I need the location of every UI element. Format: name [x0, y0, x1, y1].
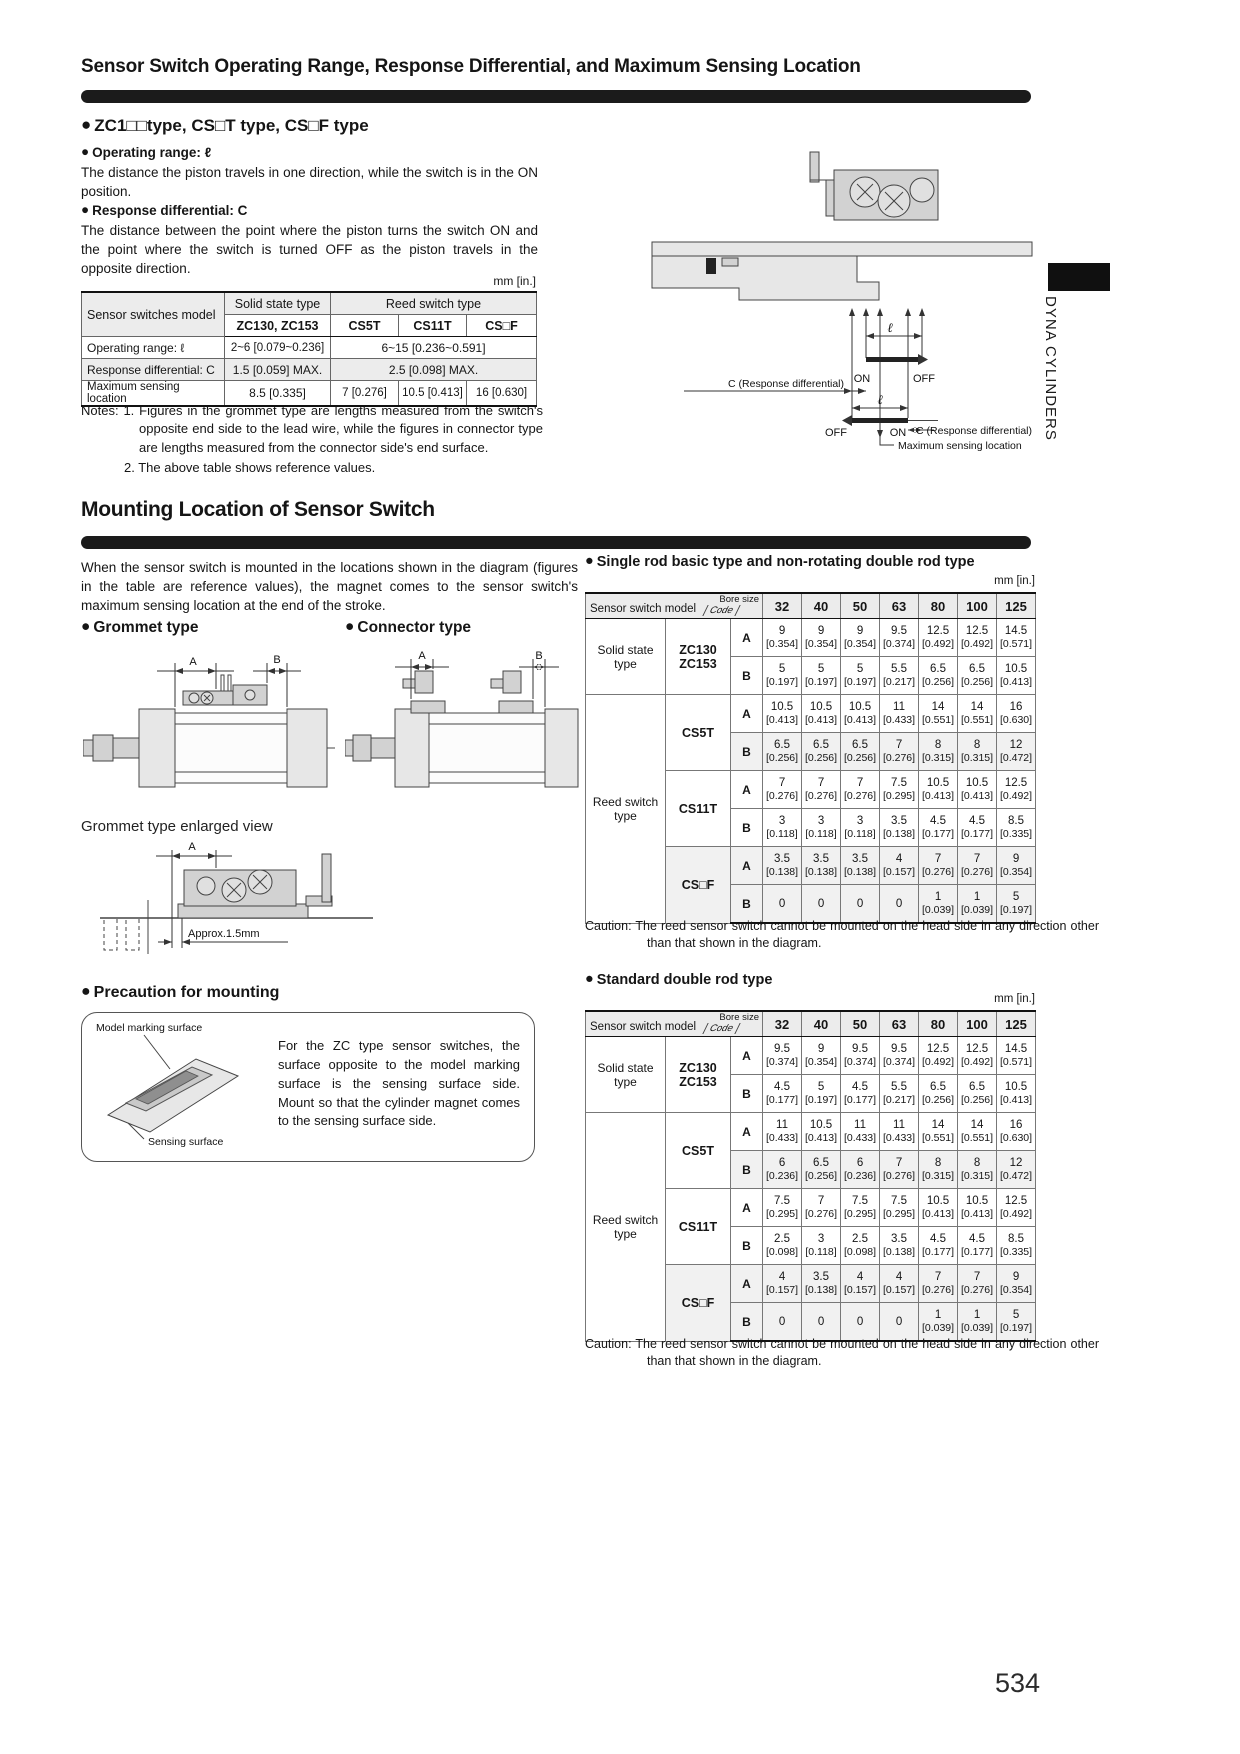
table-cell: 10.5 [0.413]: [399, 381, 467, 407]
bullet-icon: ●: [81, 983, 91, 1000]
value-cell: 12.5 [0.492]: [958, 619, 997, 657]
section2-intro: When the sensor switch is mounted in the locations shown in the diagram (figures in the table are reference values), the magnet comes to the sensor switch's maximum sensing location at the end of the stroke.: [81, 560, 578, 614]
bore-size-label: Bore size: [719, 594, 760, 605]
value-cell: 7.5 [0.295]: [880, 771, 919, 809]
dimension-a-label: A: [189, 656, 197, 668]
value-cell: 10.5 [0.413]: [997, 1075, 1036, 1113]
switch-model-cell: CS□F: [666, 1265, 731, 1342]
bore-header: 32: [763, 1011, 802, 1037]
col-header-reed: Reed switch type: [331, 292, 537, 315]
bore-header: 100: [958, 1011, 997, 1037]
table-row: [586, 619, 1036, 657]
approx-label: Approx.1.5mm: [188, 928, 260, 940]
value-cell: 9 [0.354]: [997, 1265, 1036, 1303]
title-rule: [81, 90, 1031, 103]
bore-header: 50: [841, 593, 880, 619]
value-cell: 7 [0.276]: [880, 733, 919, 771]
table-row: [586, 1113, 1036, 1151]
value-cell: 6.5 [0.256]: [802, 733, 841, 771]
value-cell: 4 [0.157]: [763, 1265, 802, 1303]
switch-model-cell: ZC130 ZC153: [666, 1037, 731, 1113]
value-cell: 7 [0.276]: [763, 771, 802, 809]
value-cell: 3.5 [0.138]: [880, 1227, 919, 1265]
bullet-icon: ●: [81, 202, 90, 217]
value-cell: 9 [0.354]: [802, 619, 841, 657]
code-cell: B: [731, 1303, 763, 1342]
bore-header: 125: [997, 593, 1036, 619]
value-cell: 9.5 [0.374]: [880, 1037, 919, 1075]
bore-header: 32: [763, 593, 802, 619]
sensor-switch-model-label: Sensor switch model: [590, 603, 697, 615]
value-cell: 5.5 [0.217]: [880, 657, 919, 695]
switch-spec-table: [81, 291, 537, 407]
value-cell: 10.5 [0.413]: [919, 1189, 958, 1227]
value-cell: 4.5 [0.177]: [841, 1075, 880, 1113]
table-cell: 1.5 [0.059] MAX.: [225, 359, 331, 381]
bore-header: 63: [880, 1011, 919, 1037]
value-cell: 5.5 [0.217]: [880, 1075, 919, 1113]
value-cell: 10.5 [0.413]: [919, 771, 958, 809]
switch-group-cell: Reed switch type: [586, 1113, 666, 1342]
value-cell: 6.5 [0.256]: [919, 657, 958, 695]
value-cell: 14 [0.551]: [919, 695, 958, 733]
value-cell: 3 [0.118]: [841, 809, 880, 847]
value-cell: 9.5 [0.374]: [841, 1037, 880, 1075]
value-cell: 7 [0.276]: [880, 1151, 919, 1189]
bullet-icon: ●: [81, 618, 91, 635]
value-cell: 4.5 [0.177]: [958, 1227, 997, 1265]
code-cell: B: [731, 1075, 763, 1113]
bullet-icon: ●: [585, 553, 594, 569]
value-cell: 8 [0.315]: [919, 733, 958, 771]
value-cell: 3 [0.118]: [802, 809, 841, 847]
precaution-text: For the ZC type sensor switches, the surface opposite to the model marking surface is the sensing surface side. Mount so that the cylinder magnet comes to the sensing surface side.: [278, 1038, 520, 1129]
bore-header: 40: [802, 593, 841, 619]
value-cell: 12 [0.472]: [997, 1151, 1036, 1189]
value-cell: 7.5 [0.295]: [880, 1189, 919, 1227]
switch-group-cell: Solid state type: [586, 619, 666, 695]
code-cell: B: [731, 809, 763, 847]
value-cell: 7 [0.276]: [802, 771, 841, 809]
value-cell: 3.5 [0.138]: [802, 1265, 841, 1303]
value-cell: 7 [0.276]: [958, 847, 997, 885]
table-corner-cell: [586, 593, 763, 619]
value-cell: 12 [0.472]: [997, 733, 1036, 771]
value-cell: 3.5 [0.138]: [841, 847, 880, 885]
value-cell: 1 [0.039]: [919, 1303, 958, 1342]
standard-double-rod-table: [585, 1010, 1036, 1342]
switch-model-cell: CS□F: [666, 847, 731, 924]
bore-header: 50: [841, 1011, 880, 1037]
enlarged-view-heading: Grommet type enlarged view: [81, 818, 273, 835]
note-1: Notes: 1. Figures in the grommet type are lengths measured from the switch's opposite end side to the lead wire, while the figures in connector type are lengths measured from the connector side's end surface.: [81, 403, 543, 455]
section2-rule: [81, 536, 1031, 549]
value-cell: 0: [802, 1303, 841, 1342]
value-cell: 6 [0.236]: [841, 1151, 880, 1189]
operating-range-diagram: [622, 146, 1037, 451]
max-sensing-label: Maximum sensing location: [898, 440, 1022, 451]
value-cell: 5 [0.197]: [997, 1303, 1036, 1342]
value-cell: 0: [841, 1303, 880, 1342]
value-cell: 14 [0.551]: [958, 695, 997, 733]
value-cell: 14.5 [0.571]: [997, 1037, 1036, 1075]
value-cell: 6.5 [0.256]: [841, 733, 880, 771]
col-header-model: Sensor switches model: [82, 292, 225, 337]
sensing-surface-label: Sensing surface: [148, 1136, 224, 1148]
precaution-heading: ● Precaution for mounting: [81, 983, 280, 1001]
value-cell: 8 [0.315]: [958, 733, 997, 771]
value-cell: 12.5 [0.492]: [997, 1189, 1036, 1227]
switch-group-cell: Solid state type: [586, 1037, 666, 1113]
notes: [81, 402, 543, 478]
value-cell: 0: [763, 885, 802, 924]
code-label: Code: [703, 1023, 741, 1034]
table-corner-cell: [586, 1011, 763, 1037]
standard-double-table-heading: ● Standard double rod type: [585, 971, 773, 988]
operating-range-heading: ● Operating range: ℓ: [81, 144, 212, 160]
value-cell: 6.5 [0.256]: [763, 733, 802, 771]
bullet-icon: ●: [81, 144, 90, 159]
value-cell: 11 [0.433]: [880, 695, 919, 733]
code-cell: A: [731, 695, 763, 733]
value-cell: 7.5 [0.295]: [763, 1189, 802, 1227]
grommet-type-heading: ● Grommet type: [81, 618, 199, 636]
value-cell: 10.5 [0.413]: [958, 1189, 997, 1227]
table-cell: 8.5 [0.335]: [225, 381, 331, 407]
value-cell: 0: [841, 885, 880, 924]
value-cell: 14 [0.551]: [958, 1113, 997, 1151]
dimension-a-label: A: [188, 841, 196, 853]
value-cell: 4 [0.157]: [841, 1265, 880, 1303]
code-cell: B: [731, 733, 763, 771]
connector-type-heading: ● Connector type: [345, 618, 472, 636]
table-row: [586, 695, 1036, 733]
value-cell: 14.5 [0.571]: [997, 619, 1036, 657]
value-cell: 10.5 [0.413]: [802, 695, 841, 733]
section-index-tab: [1048, 263, 1110, 291]
grommet-enlarged-diagram: [88, 838, 383, 963]
value-cell: 4.5 [0.177]: [958, 809, 997, 847]
on-label: ON: [853, 373, 871, 385]
value-cell: 9 [0.354]: [802, 1037, 841, 1075]
value-cell: 5 [0.197]: [997, 885, 1036, 924]
code-cell: A: [731, 619, 763, 657]
units-label: mm [in.]: [994, 993, 1035, 1005]
sensor-switch-model-label: Sensor switch model: [590, 1021, 697, 1033]
type-heading: [81, 116, 369, 136]
value-cell: 10.5 [0.413]: [802, 1113, 841, 1151]
bore-header: 80: [919, 1011, 958, 1037]
value-cell: 7 [0.276]: [958, 1265, 997, 1303]
single-rod-table: [585, 592, 1036, 924]
note-2: 2. The above table shows reference values.: [124, 460, 376, 476]
code-cell: A: [731, 847, 763, 885]
value-cell: 10.5 [0.413]: [841, 695, 880, 733]
value-cell: 1 [0.039]: [919, 885, 958, 924]
model-header: ZC130, ZC153: [225, 315, 331, 337]
code-cell: A: [731, 1189, 763, 1227]
bore-header: 63: [880, 593, 919, 619]
value-cell: 9.5 [0.374]: [880, 619, 919, 657]
caution-text: Caution: The reed sensor switch cannot be mounted on the head side in any direction other than that shown in the diagram.: [585, 919, 1099, 950]
off-label: OFF: [913, 373, 935, 385]
response-differential-label: C (Response differential): [728, 378, 844, 390]
model-header: CS□F: [467, 315, 537, 337]
value-cell: 8.5 [0.335]: [997, 809, 1036, 847]
section2-title: Mounting Location of Sensor Switch: [81, 498, 435, 521]
table-cell: 7 [0.276]: [331, 381, 399, 407]
value-cell: 3.5 [0.138]: [880, 809, 919, 847]
switch-model-cell: CS11T: [666, 1189, 731, 1265]
value-cell: 10.5 [0.413]: [763, 695, 802, 733]
row-label: Operating range: ℓ: [82, 337, 225, 359]
bore-header: 100: [958, 593, 997, 619]
bore-header: 80: [919, 593, 958, 619]
value-cell: 5 [0.197]: [763, 657, 802, 695]
switch-model-cell: CS5T: [666, 695, 731, 771]
value-cell: 14 [0.551]: [919, 1113, 958, 1151]
value-cell: 12.5 [0.492]: [997, 771, 1036, 809]
code-label: Code: [703, 605, 741, 616]
model-header: CS11T: [399, 315, 467, 337]
table-cell: 2.5 [0.098] MAX.: [331, 359, 537, 381]
bore-header: 40: [802, 1011, 841, 1037]
value-cell: 9 [0.354]: [763, 619, 802, 657]
response-differential-heading: ● Response differential: C: [81, 202, 248, 218]
value-cell: 7 [0.276]: [841, 771, 880, 809]
value-cell: 9 [0.354]: [841, 619, 880, 657]
page-number: 534: [994, 1668, 1040, 1698]
grommet-type-diagram: [83, 645, 338, 820]
value-cell: 6.5 [0.256]: [958, 1075, 997, 1113]
value-cell: 4.5 [0.177]: [919, 1227, 958, 1265]
connector-type-diagram: [345, 645, 580, 820]
table-cell: 6~15 [0.236~0.591]: [331, 337, 537, 359]
switch-model-cell: CS5T: [666, 1113, 731, 1189]
value-cell: 6.5 [0.256]: [919, 1075, 958, 1113]
value-cell: 11 [0.433]: [880, 1113, 919, 1151]
dimension-b-label: B: [535, 650, 543, 662]
dimension-b-label: B: [273, 654, 281, 666]
row-label: Response differential: C: [82, 359, 225, 381]
value-cell: 3 [0.118]: [802, 1227, 841, 1265]
value-cell: 5 [0.197]: [802, 657, 841, 695]
model-header: CS5T: [331, 315, 399, 337]
code-cell: B: [731, 1151, 763, 1189]
response-differential-text: The distance between the point where the piston turns the switch ON and the point where the switch is turned OFF as the piston travels in the opposite direction.: [81, 223, 538, 277]
value-cell: 5 [0.197]: [802, 1075, 841, 1113]
on-label: ON: [889, 427, 907, 439]
value-cell: 4.5 [0.177]: [919, 809, 958, 847]
bullet-icon: ●: [345, 618, 355, 635]
model-marking-label: Model marking surface: [96, 1022, 203, 1034]
length-label: ℓ: [877, 393, 883, 408]
code-cell: A: [731, 1037, 763, 1075]
value-cell: 16 [0.630]: [997, 695, 1036, 733]
code-cell: B: [731, 1227, 763, 1265]
value-cell: 8 [0.315]: [919, 1151, 958, 1189]
value-cell: 1 [0.039]: [958, 1303, 997, 1342]
value-cell: 0: [880, 885, 919, 924]
operating-range-text: The distance the piston travels in one direction, while the switch is in the ON position.: [81, 165, 538, 200]
value-cell: 2.5 [0.098]: [841, 1227, 880, 1265]
row-label: Maximum sensing location: [82, 381, 225, 407]
dimension-a-label: A: [418, 650, 426, 662]
value-cell: 7 [0.276]: [919, 847, 958, 885]
caution-text: Caution: The reed sensor switch cannot be mounted on the head side in any direction other than that shown in the diagram.: [585, 1337, 1099, 1368]
value-cell: 7 [0.276]: [919, 1265, 958, 1303]
code-cell: B: [731, 657, 763, 695]
value-cell: 11 [0.433]: [763, 1113, 802, 1151]
value-cell: 12.5 [0.492]: [919, 1037, 958, 1075]
value-cell: 0: [763, 1303, 802, 1342]
value-cell: 9 [0.354]: [997, 847, 1036, 885]
code-cell: B: [731, 885, 763, 924]
type-heading-text: ZC1□□type, CS□T type, CS□F type: [94, 116, 369, 135]
table-row: [586, 1037, 1036, 1075]
value-cell: 5 [0.197]: [841, 657, 880, 695]
value-cell: 4.5 [0.177]: [763, 1075, 802, 1113]
value-cell: 3.5 [0.138]: [802, 847, 841, 885]
value-cell: 8.5 [0.335]: [997, 1227, 1036, 1265]
value-cell: 16 [0.630]: [997, 1113, 1036, 1151]
value-cell: 1 [0.039]: [958, 885, 997, 924]
value-cell: 0: [880, 1303, 919, 1342]
value-cell: 10.5 [0.413]: [958, 771, 997, 809]
response-differential-label: C (Response differential): [916, 425, 1032, 437]
units-label: mm [in.]: [994, 575, 1035, 587]
code-cell: A: [731, 1265, 763, 1303]
length-label: ℓ: [887, 321, 893, 336]
value-cell: 12.5 [0.492]: [919, 619, 958, 657]
value-cell: 2.5 [0.098]: [763, 1227, 802, 1265]
switch-model-cell: CS11T: [666, 771, 731, 847]
bore-header: 125: [997, 1011, 1036, 1037]
switch-model-cell: ZC130 ZC153: [666, 619, 731, 695]
bullet-icon: ●: [81, 115, 92, 134]
table-cell: 16 [0.630]: [467, 381, 537, 407]
off-label: OFF: [825, 427, 847, 439]
value-cell: 6 [0.236]: [763, 1151, 802, 1189]
value-cell: 12.5 [0.492]: [958, 1037, 997, 1075]
sensing-surface-diagram: [92, 1017, 274, 1155]
page-title: Sensor Switch Operating Range, Response Differential, and Maximum Sensing Location: [81, 56, 861, 77]
precaution-box: [81, 1012, 535, 1162]
units-label: mm [in.]: [493, 274, 536, 288]
bore-size-label: Bore size: [719, 1012, 760, 1023]
value-cell: 7 [0.276]: [802, 1189, 841, 1227]
value-cell: 10.5 [0.413]: [997, 657, 1036, 695]
bullet-icon: ●: [585, 971, 594, 987]
table-cell: 2~6 [0.079~0.236]: [225, 337, 331, 359]
code-cell: A: [731, 1113, 763, 1151]
value-cell: 3.5 [0.138]: [763, 847, 802, 885]
switch-group-cell: Reed switch type: [586, 695, 666, 924]
value-cell: 11 [0.433]: [841, 1113, 880, 1151]
side-series-label: DYNA CYLINDERS: [1042, 296, 1059, 441]
single-rod-table-heading: ● Single rod basic type and non-rotating double rod type: [585, 553, 975, 570]
value-cell: 6.5 [0.256]: [958, 657, 997, 695]
value-cell: 6.5 [0.256]: [802, 1151, 841, 1189]
code-cell: A: [731, 771, 763, 809]
value-cell: 8 [0.315]: [958, 1151, 997, 1189]
value-cell: 4 [0.157]: [880, 1265, 919, 1303]
value-cell: 0: [802, 885, 841, 924]
value-cell: 3 [0.118]: [763, 809, 802, 847]
value-cell: 4 [0.157]: [880, 847, 919, 885]
col-header-solid: Solid state type: [225, 292, 331, 315]
value-cell: 9.5 [0.374]: [763, 1037, 802, 1075]
value-cell: 7.5 [0.295]: [841, 1189, 880, 1227]
